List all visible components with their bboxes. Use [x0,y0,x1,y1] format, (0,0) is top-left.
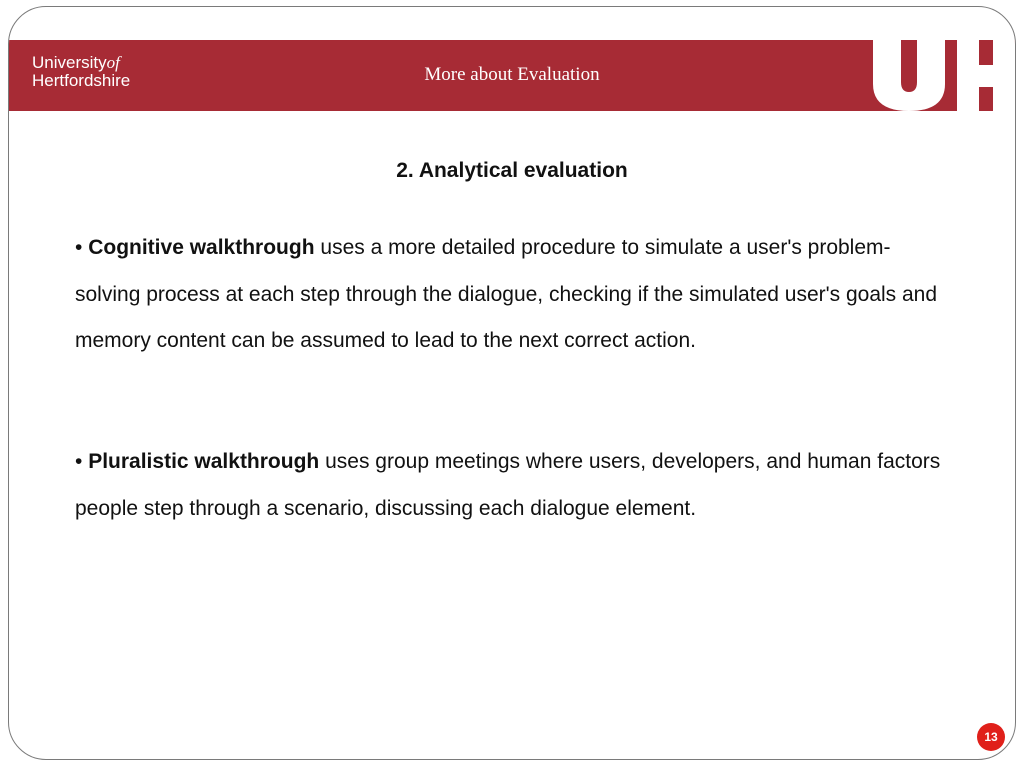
bullet-pluralistic-walkthrough [75,439,955,532]
bullet-cognitive-walkthrough [75,225,955,365]
bullet-term: Cognitive walkthrough [88,236,315,259]
slide-frame [8,6,1016,760]
bullet-text: uses group meetings where users, developers, and human factors people step through a scenario, discussing each dialogue element. [75,450,941,520]
section-heading: 2. Analytical evaluation [396,159,628,182]
bullet-text: uses a more detailed procedure to simulate a user's problem-solving process at each step through the dialogue, checking if the simulated user's goals and memory content can be assumed to lead to the next correct action. [75,236,938,352]
bullet-marker: • [75,450,83,473]
page-number-badge: 13 [977,723,1005,751]
header-banner [9,40,1015,111]
bullet-term: Pluralistic walkthrough [88,450,320,473]
uh-logo-mark [865,40,1015,111]
logo-line1: University [32,53,107,72]
logo-of: of [106,53,120,72]
logo-line2: Hertfordshire [32,71,131,90]
bullet-marker: • [75,236,83,259]
slide-title: More about Evaluation [424,64,600,85]
